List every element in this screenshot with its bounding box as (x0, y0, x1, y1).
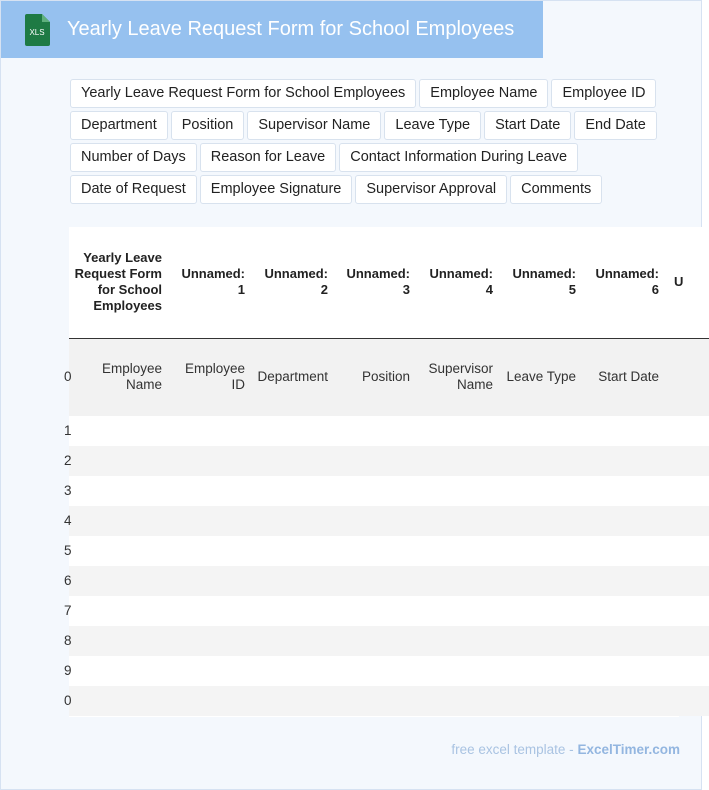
table-row (69, 686, 709, 716)
svg-text:XLS: XLS (29, 28, 45, 37)
column-header: Unnamed: 6 (581, 227, 664, 338)
field-tag-list (70, 79, 670, 204)
table-cell (64, 686, 167, 716)
tag-item[interactable]: Start Date (484, 111, 571, 140)
data-table (64, 227, 709, 716)
tag-item[interactable]: Supervisor Approval (355, 175, 507, 204)
excel-file-icon (23, 14, 51, 46)
row-index: 9 (64, 663, 72, 678)
table-row (69, 416, 709, 446)
tag-item[interactable]: Yearly Leave Request Form for School Employees (70, 79, 416, 108)
column-header: Unnamed: 4 (415, 227, 498, 338)
table-cell (664, 338, 709, 416)
table-cell (64, 596, 167, 626)
table-cell: Position (333, 338, 415, 416)
table-cell (64, 656, 167, 686)
tag-item[interactable]: Date of Request (70, 175, 197, 204)
table-row (69, 338, 709, 416)
tag-item[interactable]: Leave Type (384, 111, 481, 140)
row-index: 0 (64, 369, 72, 385)
row-index: 5 (64, 543, 72, 558)
column-header: Yearly Leave Request Form for School Employees (69, 227, 167, 338)
row-index: 6 (64, 573, 72, 588)
table-row (69, 626, 709, 656)
tag-item[interactable]: Employee ID (551, 79, 656, 108)
tag-item[interactable]: End Date (574, 111, 656, 140)
table-cell: Supervisor Name (415, 338, 498, 416)
table-cell (64, 566, 167, 596)
data-table-preview[interactable] (64, 227, 684, 717)
table-row (69, 476, 709, 506)
column-header: Unnamed: 2 (250, 227, 333, 338)
tag-item[interactable]: Supervisor Name (247, 111, 381, 140)
row-index: 3 (64, 483, 72, 498)
row-index: 2 (64, 453, 72, 468)
column-header: U (664, 227, 709, 338)
title-banner (1, 1, 543, 58)
table-row (69, 536, 709, 566)
table-cell: Department (250, 338, 333, 416)
table-cell (64, 536, 167, 566)
table-row (69, 596, 709, 626)
table-cell: Leave Type (498, 338, 581, 416)
table-cell (64, 476, 167, 506)
table-row (69, 506, 709, 536)
row-index: 1 (64, 423, 72, 438)
table-cell (64, 416, 167, 446)
table-row (69, 566, 709, 596)
tag-item[interactable]: Employee Signature (200, 175, 353, 204)
tag-item[interactable]: Comments (510, 175, 602, 204)
footer-brand-link[interactable]: ExcelTimer.com (577, 742, 680, 757)
table-row (69, 446, 709, 476)
tag-item[interactable]: Contact Information During Leave (339, 143, 578, 172)
tag-item[interactable]: Department (70, 111, 168, 140)
tag-item[interactable]: Reason for Leave (200, 143, 336, 172)
footer-prefix: free excel template - (451, 742, 578, 757)
column-header: Unnamed: 1 (167, 227, 250, 338)
row-index: 4 (64, 513, 72, 528)
tag-item[interactable]: Employee Name (419, 79, 548, 108)
footer-credit (451, 742, 680, 757)
table-cell: Start Date (581, 338, 664, 416)
table-row (69, 656, 709, 686)
cell-text: Employee Name (101, 361, 162, 393)
table-cell (64, 506, 167, 536)
table-cell (64, 338, 167, 416)
column-header: Unnamed: 5 (498, 227, 581, 338)
table-cell: Employee ID (167, 338, 250, 416)
page-title: Yearly Leave Request Form for School Employees (67, 18, 515, 40)
column-header: Unnamed: 3 (333, 227, 415, 338)
row-index: 0 (64, 693, 72, 708)
tag-item[interactable]: Number of Days (70, 143, 197, 172)
row-index: 8 (64, 633, 72, 648)
table-cell (64, 626, 167, 656)
tag-item[interactable]: Position (171, 111, 245, 140)
row-index: 7 (64, 603, 72, 618)
table-cell (64, 446, 167, 476)
table-header-row (69, 227, 709, 338)
